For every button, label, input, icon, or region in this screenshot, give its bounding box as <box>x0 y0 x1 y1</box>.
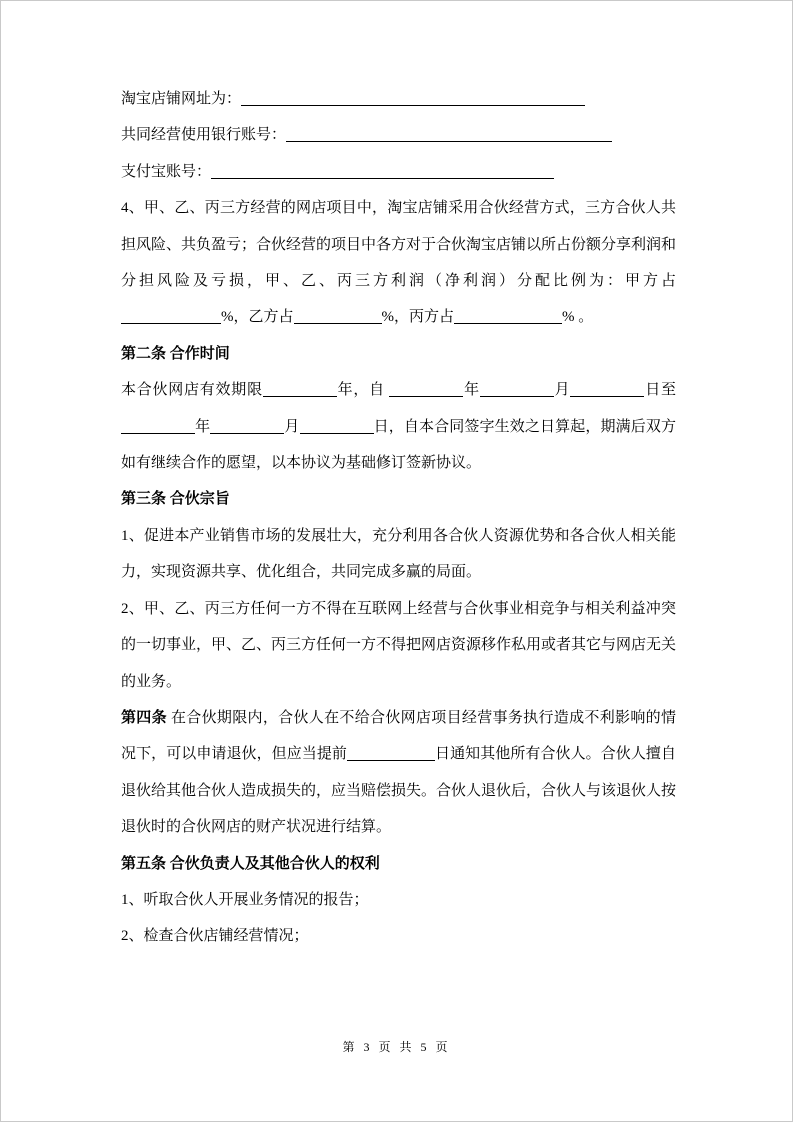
paragraph <box>121 882 676 918</box>
text-run: 月 <box>284 418 300 435</box>
text-run: 1、促进本产业销售市场的发展壮大，充分利用各合伙人资源优势和各合伙人相关能力，实现资源共享、优化组合，共同完成多赢的局面。 <box>121 527 676 581</box>
blank-underline <box>300 418 374 434</box>
blank-underline <box>570 381 644 397</box>
paragraph <box>121 918 676 954</box>
blank-underline <box>454 308 562 324</box>
text-run: 支付宝账号： <box>121 163 212 180</box>
text-run: 日通知其他所有合伙人。合伙人擅自退伙给其他合伙人造成损失的，应当赔偿损失。合伙人退伙后，合伙人与该退伙人按退伙时的合伙网店的财产状况进行结算。 <box>121 746 677 836</box>
text-run: 第五条 合伙负责人及其他合伙人的权利 <box>121 855 380 872</box>
text-run: 第二条 合作时间 <box>121 345 230 362</box>
blank-underline <box>121 308 221 324</box>
paragraph <box>121 700 676 846</box>
paragraph <box>121 591 676 700</box>
text-run: 共同经营使用银行账号： <box>121 127 287 144</box>
blank-underline <box>389 381 463 397</box>
blank-underline <box>286 126 612 142</box>
text-run: 年，自 <box>336 382 390 399</box>
form-field-line <box>121 154 676 190</box>
text-run: 2、甲、乙、丙三方任何一方不得在互联网上经营与合伙事业相竞争与相关利益冲突的一切事业，甲、乙、丙三方任何一方不得把网店资源移作私用或者其它与网店无关的业务。 <box>121 600 677 690</box>
text-run: 年 <box>463 382 480 399</box>
text-run: 日，自本合同签字生效之日算起，期满后双方如有继续合作的愿望，以本协议为基础修订签新协议。 <box>121 418 676 472</box>
blank-underline <box>347 745 435 761</box>
text-run: %，丙方占 <box>381 309 454 326</box>
paragraph <box>121 518 676 591</box>
text-run: 淘宝店铺网址为： <box>121 91 242 107</box>
text-run: % 。 <box>562 309 594 326</box>
text-run: 1、听取合伙人开展业务情况的报告； <box>121 891 369 908</box>
form-field-line <box>121 81 676 117</box>
text-run: 月 <box>553 382 571 399</box>
blank-underline <box>480 381 554 397</box>
paragraph <box>121 190 676 336</box>
text-run: 第四条 <box>121 709 167 726</box>
blank-underline <box>121 418 195 434</box>
paragraph <box>121 372 676 481</box>
text-run: 年 <box>195 418 211 435</box>
document-body <box>121 81 676 955</box>
form-field-line <box>121 117 676 153</box>
section-heading <box>121 846 676 882</box>
text-run: 4、甲、乙、丙三方经营的网店项目中，淘宝店铺采用合伙经营方式，三方合伙人共担风险、共负盈亏；合伙经营的项目中各方对于合伙淘宝店铺以所占份额分享利润和分担风险及亏损，甲、乙、丙三方利润（净利润）分配比例为：甲方占 <box>121 200 677 290</box>
section-heading <box>121 336 676 372</box>
text-run: %，乙方占 <box>221 309 294 326</box>
blank-underline <box>294 308 382 324</box>
section-heading <box>121 481 676 517</box>
text-run: 第三条 合伙宗旨 <box>121 491 230 508</box>
text-run: 在合伙期限内，合伙人在不给合伙网店项目经营事务执行造成不利影响的情况下，可以申请退伙，但应当提前 <box>121 709 676 763</box>
text-run: 2、检查合伙店铺经营情况； <box>121 928 309 945</box>
blank-underline <box>211 163 554 179</box>
text-run: 日至 <box>644 382 676 399</box>
blank-underline <box>263 381 337 397</box>
blank-underline <box>210 418 284 434</box>
page-number-footer: 第 3 页 共 5 页 <box>342 1040 451 1054</box>
blank-underline <box>241 90 585 106</box>
text-run: 本合伙网店有效期限 <box>121 382 263 399</box>
